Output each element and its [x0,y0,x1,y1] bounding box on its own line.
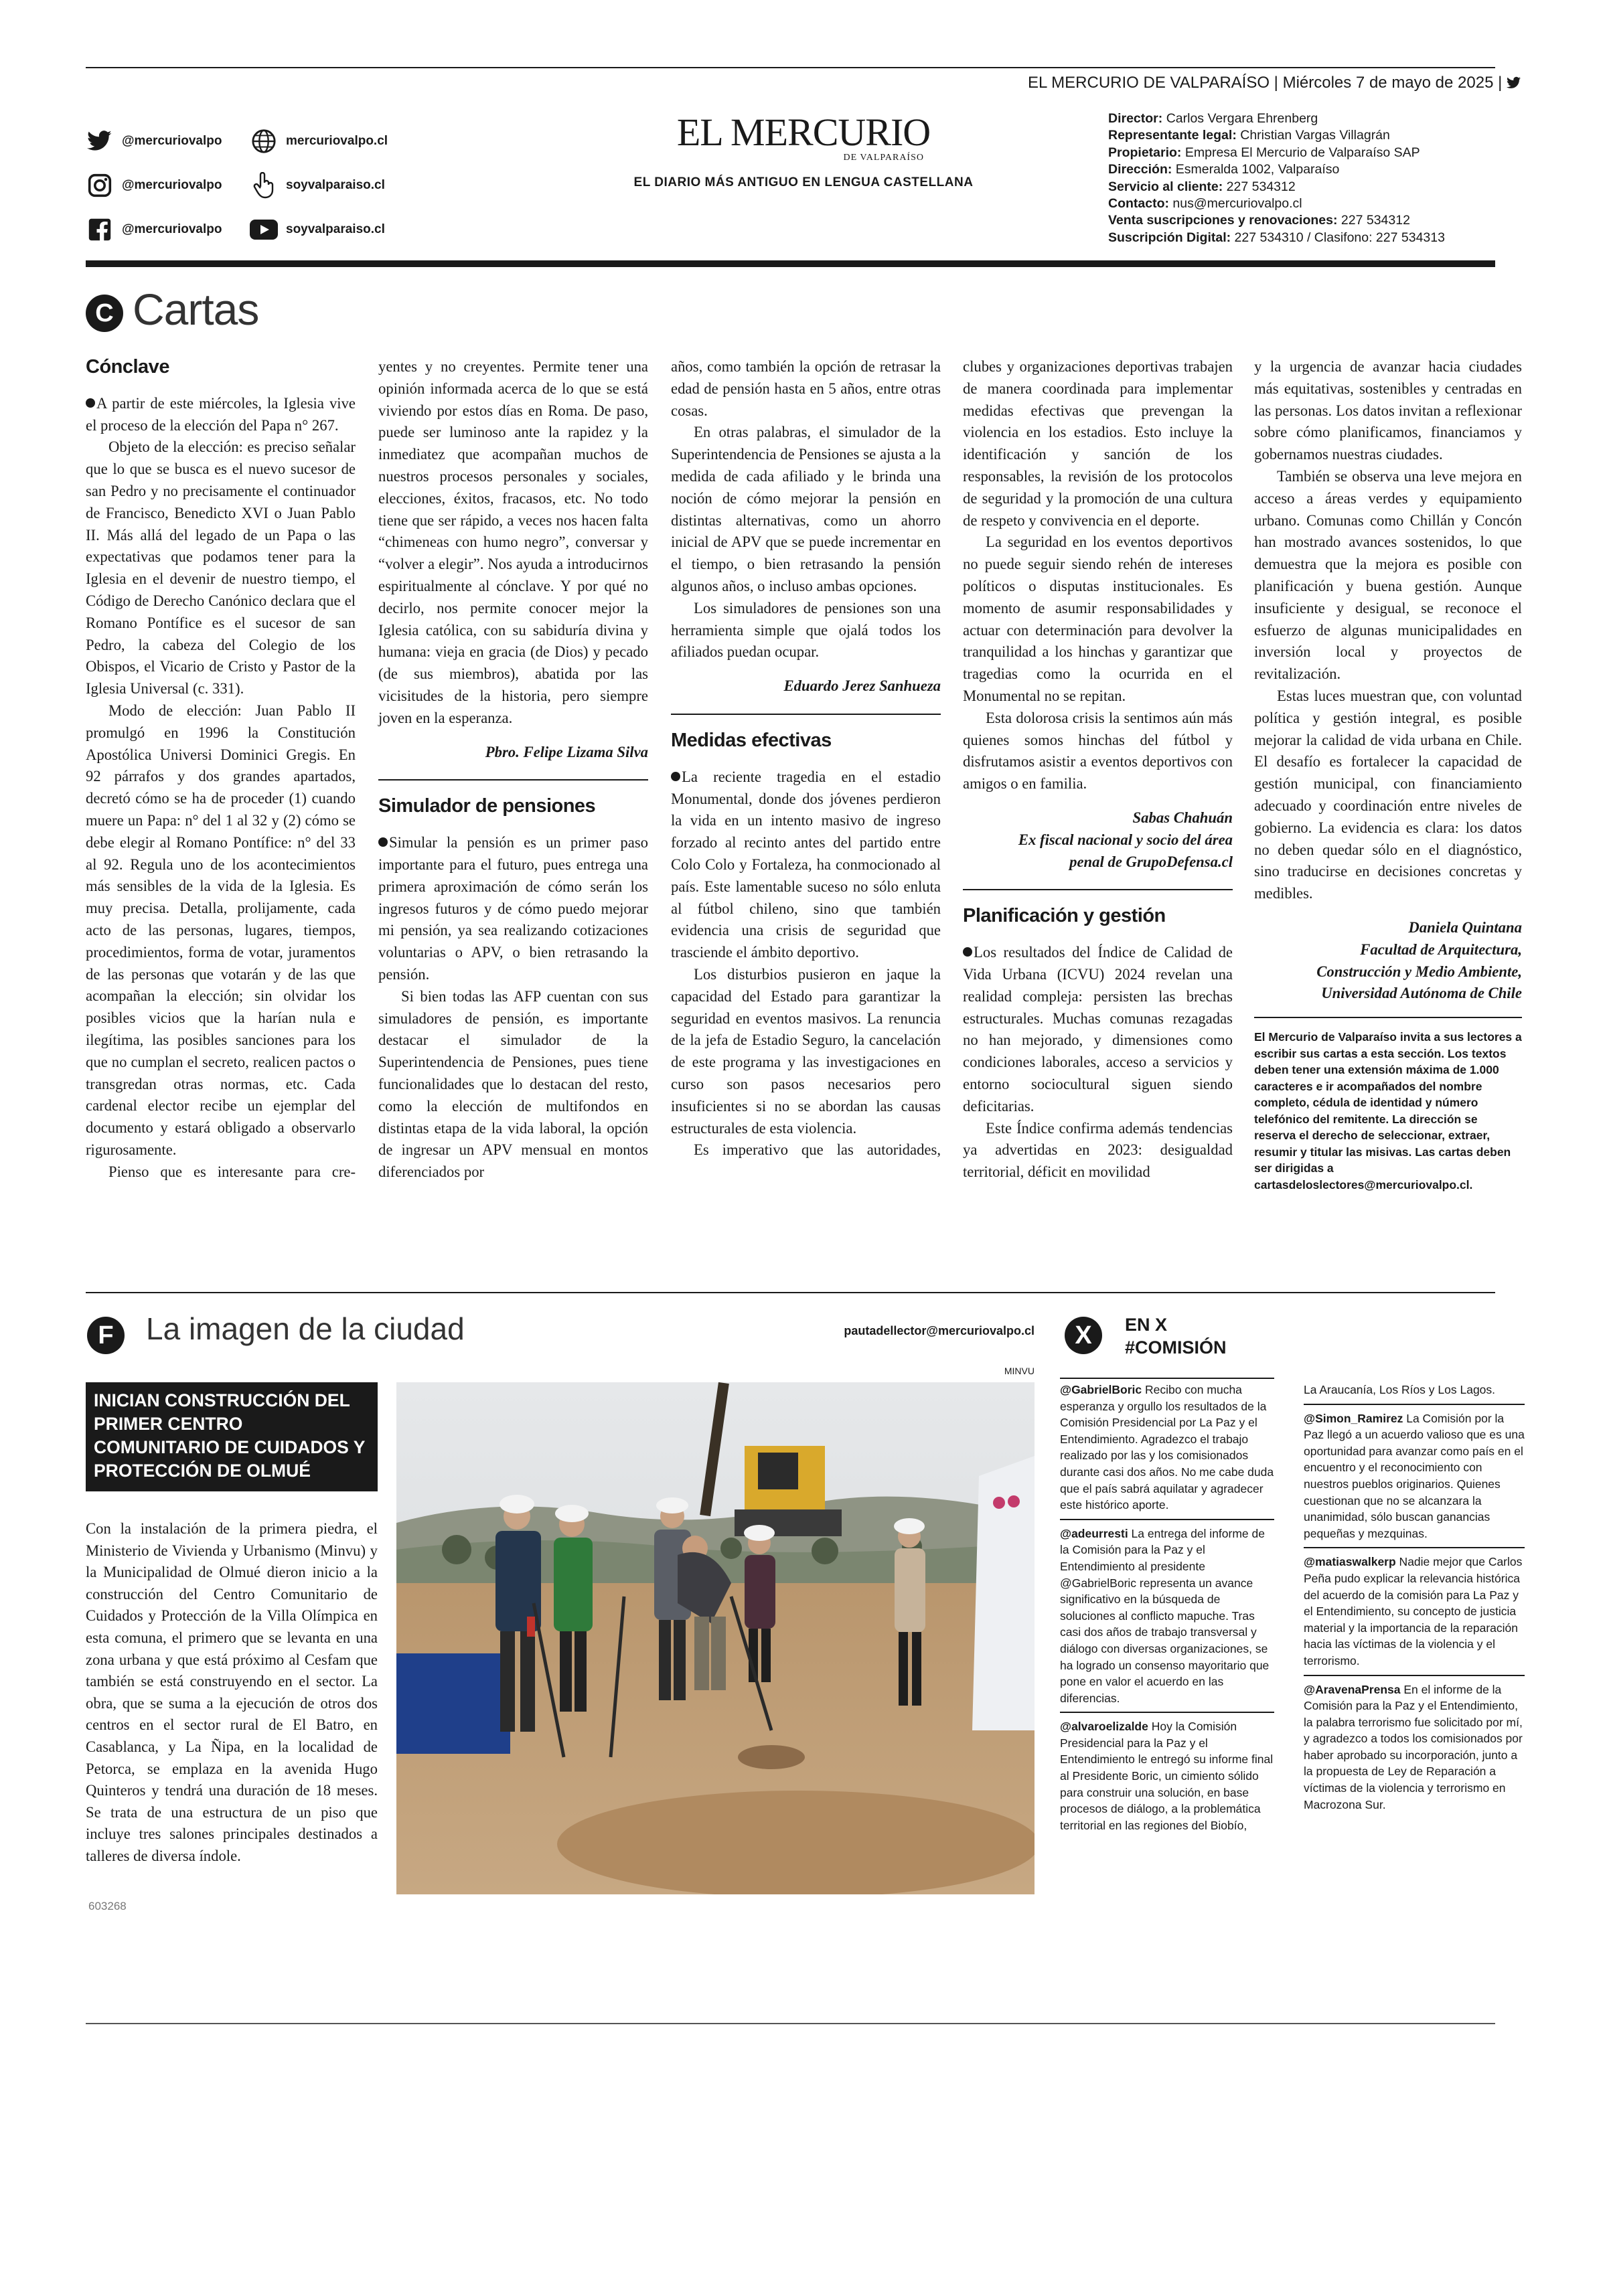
imagen-title: La imagen de la ciudad [146,1311,465,1346]
letter-paragraph: Objeto de la elección: es preciso señalar que lo que se busca es el nuevo sucesor de san Pedro y no precisamente el continuador de Francisco, Benedicto XVI o Juan Pablo II. Más allá del legado de un Papa o las expectativas que podamos tener para la Iglesia en el devenir de nuestro tiempo, el Código de Derecho Canónico declara que el Romano Pontífice es el sucesor de san Pedro, la cabeza del Colegio de los Obispos, el Vicario de Cristo y Pastor de la Iglesia Universal (c. 331). [86,438,356,698]
masthead-tagline: EL DIARIO MÁS ANTIGUO EN LENGUA CASTELLANA [633,175,974,189]
bullet-icon [671,772,680,781]
staff-label: Contacto: [1108,196,1169,212]
bullet-icon [378,837,388,847]
tweet-divider [1304,1675,1525,1676]
tweet [1060,1718,1274,1833]
letter-signature: Sabas Chahuán [1132,809,1233,826]
dateline-text: EL MERCURIO DE VALPARAÍSO | Miércoles 7 de mayo de 2025 | [1028,74,1503,92]
tweet-handle-link[interactable]: @matiaswalkerp [1304,1555,1396,1569]
letter-divider [963,889,1233,890]
staff-label: Representante legal: [1108,128,1237,143]
tweet-text: En el informe de la Comisión para la Paz y el Entendimiento, la palabra terrorismo fue solicitado por mí, y agradezco a todos los comisionados por haber aprobado su incorporación, junto a la propuesta de Ley de Reparación a víctimas de la violencia y terrorismo en Macrozona Sur. [1304,1682,1523,1811]
bullet-icon [86,398,95,408]
staff-label: Dirección: [1108,162,1172,177]
cartas-badge: C [86,295,123,332]
letter-column-5 [1254,356,1522,1193]
tweet-text: Nadie mejor que Carlos Peña pudo explicar la relevancia histórica del acuerdo de la comisión para La Paz y el Entendimiento, su concepto de justicia material y la importancia de la reparación hacia las víctimas de la violencia y el terrorismo. [1304,1555,1523,1667]
letter-divider [378,779,648,781]
letter-paragraph: La seguridad en los eventos deportivos no puede seguir siendo rehén de intereses políticos o disputas institucionales. Es momento de asumir responsabilidades y actuar con determinación para devolver la tranquilidad a los hinchas y garantizar que tragedias como la ocurrida en el Monumental no se repitan. [963,534,1233,704]
social-twitter[interactable]: @mercuriovalpo [86,127,260,155]
social-instagram[interactable]: @mercuriovalpo [86,171,260,199]
staff-value: nus@mercuriovalpo.cl [1172,196,1302,212]
letter-column-4 [963,356,1233,1183]
staff-value: Christian Vargas Villagrán [1240,128,1390,143]
tweet-text: La entrega del informe de la Comisión para la Paz y el Entendimiento al presidente @GabrielBoric representa un avance significativo en la búsqueda de soluciones al conflicto mapuche. Tras casi dos años de trabajo transversal y diálogo con diversas organizaciones, se ha logrado un consenso mayoritario que pone en valor el acuerdo en las diferencias. [1060,1526,1270,1705]
staff-row [1108,110,1503,127]
facebook-icon [86,216,114,244]
letter-paragraph: Este Índice confirma además tendencias ya advertidas en 2023: desigualdad territorial, déficit en movilidad [963,1119,1233,1181]
imagen-photo [396,1382,1035,1894]
tweet-text: Recibo con mucha esperanza y orgullo los resultados de la Comisión Presidencial por La Paz y el Entendimiento. Agradezco el trabajo realizado por las y los comisionados durante casi dos años. No me cabe duda que el país sabrá aquilatar y agradecer este histórico aporte. [1060,1383,1274,1512]
tweet-divider [1304,1404,1525,1405]
staff-value: Esmeralda 1002, Valparaíso [1175,162,1340,177]
staff-label: Propietario: [1108,145,1182,160]
tweet-handle-link[interactable]: @alvaroelizalde [1060,1720,1148,1734]
letter-paragraph: yentes y no creyentes. Permite tener una opinión informada acerca de lo que se está viviendo por estos días en Roma. De paso, puede ser luminoso ante la rapidez y la inmediatez que acompañan muchos de nuestros procesos personales y sociales, elecciones, éxitos, fracasos, etc. No todo tiene que ser rápido, a veces nos hacen falta “chimeneas con humo negro”, conversar y “volver a elegir”. Nos ayuda a introducirnos espiritualmente al cónclave. Y por qué no decirlo, nos permite conocer mejor la Iglesia católica, con su sabiduría divina y humana: vieja en gracia (de Dios) y pecado (de sus miembros), abatida por las vicisitudes de la historia, pero siempre joven en la esperanza. [378,358,648,726]
letter-paragraph: Los disturbios pusieron en jaque la capacidad del Estado para garantizar la seguridad en eventos masivos. La renuncia de la jefa de Estadio Seguro, la cancelación de este programa y las investigaciones en curso son pasos necesarios pero insuficientes si no se abordan las causas estructurales de esta violencia. [671,965,941,1137]
letter-heading-simulador: Simulador de pensiones [378,795,596,817]
youtube-icon [250,216,278,244]
staff-value: 227 534310 / Clasifono: 227 534313 [1234,230,1445,245]
letter-column-1 [86,356,356,1183]
instagram-icon [86,171,114,199]
letter-paragraph: La reciente tragedia en el estadio Monumental, donde dos jóvenes perdieron la vida en un intento masivo de ingreso forzado al recinto antes del partido entre Colo Colo y Fortaleza, ha conmocionado al país. Este lamentable suceso no sólo enluta al fútbol chileno, sino que también evidencia una crisis de seguridad que trasciende el ámbito deportivo. [671,768,941,961]
staff-box [1108,110,1503,246]
letter-paragraph: A partir de este miércoles, la Iglesia vive el proceso de la elección del Papa n° 267. [86,394,356,434]
letter-paragraph: En otras palabras, el simulador de la Superintendencia de Pensiones se ajusta a la medida de cada afiliado y le brinda una noción de cómo mejorar la pensión en distintas alternativas, como un ahorro inicial de APV que se puede incrementar en el tiempo, o bien retrasando la pensión algunos años, o incluso ambas opciones. [671,424,941,594]
letter-paragraph: Pienso que es interesante para cre- [108,1163,356,1180]
staff-value: Carlos Vergara Ehrenberg [1166,111,1318,126]
enx-title-line1: EN X [1125,1315,1168,1335]
twitter-icon [86,127,114,155]
bullet-icon [963,947,972,957]
masthead-sub: DE VALPARAÍSO [843,153,924,163]
staff-row [1108,230,1503,246]
tweet-continuation: La Araucanía, Los Ríos y Los Lagos. [1304,1383,1496,1396]
letter-heading-conclave: Cónclave [86,356,169,378]
tweet-divider [1060,1519,1274,1520]
letter-heading-medidas: Medidas efectivas [671,729,832,751]
letter-signature-affiliation: Facultad de Arquitectura, Construcción y Medio Ambiente, Universidad Autónoma de Chile [1316,940,1522,1002]
letter-paragraph: También se observa una leve mejora en acceso a áreas verdes y equipamiento urbano. Comunas como Chillán y Concón han mostrado avances sostenidos, lo que demuestra que la mejora es posible con planificación y buena gestión. Aunque insuficiente y desigual, se reconoce el esfuerzo de algunas municipalidades en inversión local y proyectos de revitalización. [1254,467,1522,683]
social-web[interactable]: mercuriovalpo.cl [250,127,451,155]
tweets-column-2 [1304,1382,1525,1813]
tweet-text: Hoy la Comisión Presidencial para la Paz y el Entendimiento le entregó su informe final al Presidente Boric, un cimiento sólido para construir una solución, en base procesos de diálogo, a la problemática territorial en las regiones del Biobío, [1060,1720,1274,1832]
tweet [1304,1410,1525,1542]
staff-row [1108,179,1503,195]
tweet-handle-link[interactable]: @GabrielBoric [1060,1383,1142,1396]
staff-row [1108,195,1503,212]
globe-icon [250,127,278,155]
header-thick-rule [86,260,1495,267]
social-soy[interactable]: soyvalparaiso.cl [250,171,451,199]
photo-credit: MINVU [1004,1366,1035,1376]
letter-column-3 [671,356,941,1161]
section-divider [86,1292,1495,1293]
imagen-body [86,1518,378,1868]
letter-divider [671,714,941,715]
letter-heading-planificacion: Planificación y gestión [963,905,1166,927]
imagen-badge: F [87,1317,125,1354]
letters-invitation: El Mercurio de Valparaíso invita a sus lectores a escribir sus cartas a esta sección. Los textos deben tener una extensión máxima de 1.000 caracteres e ir acompañados del nombre completo, cédula de identidad y número telefónico del remitente. La dirección se reserva el derecho de seleccionar, extraer, resumir y titular las misivas. Las cartas deben ser dirigidas a cartasdeloslectores@mercuriovalpo.cl. [1254,1030,1522,1192]
dateline [718,74,1521,94]
enx-title-hashtag: #COMISIÓN [1125,1337,1227,1358]
letter-paragraph: Estas luces muestran que, con voluntad política y gestión integral, es posible mejorar la calidad de vida urbana en Chile. El desafío es fortalecer la capacidad de gestión municipal, con financiamiento adecuado y coordinación entre niveles de gobierno. La evidencia es clara: los datos no deben quedar sólo en el diagnóstico, sino traducirse en decisiones concretas y medibles. [1254,687,1522,902]
letter-column-2 [378,356,648,1183]
staff-value: 227 534312 [1341,213,1410,228]
tweet-handle-link[interactable]: @AravenaPrensa [1304,1682,1401,1696]
imagen-code: 603268 [88,1900,127,1912]
letter-paragraph: Modo de elección: Juan Pablo II promulgó en 1996 la Constitución Apostólica Universi Dominici Gregis. En 92 párrafos y dos grandes apartados, decretó cómo se ha de proceder (1) cuando muere un Papa: n° del 1 al 32 y (2) cómo se debe elegir al Romano Pontífice: n° del 33 al 92. Regula uno de los acontecimientos más sensibles de la vida de la Iglesia. Es muy precisa. Detalla, prolijamente, cada acto de las personas, lugares, tiempos, procedimientos, forma de votar, juramentos de las personas que votarán y de las que acompañan la elección; sin olvidar los posibles vicios que la harían nula e ilegítima, las posibles sanciones para los que no cumplan el secreto, realicen pactos o transgredan otras normas, etc. Cada cardenal elector recibe un ejemplar del documento y estará obligado a observarlo rigurosamente. [86,702,356,1158]
letter-signature: Eduardo Jerez Sanhueza [783,677,941,695]
imagen-headline: INICIAN CONSTRUCCIÓN DEL PRIMER CENTRO COMUNITARIO DE CUIDADOS Y PROTECCIÓN DE OLMUÉ [94,1390,365,1481]
masthead-logo: EL MERCURIO [676,110,931,154]
letter-paragraph: Los resultados del Índice de Calidad de Vida Urbana (ICVU) 2024 revelan una realidad compleja: persisten las brechas estructurales. Muchas comunas rezagadas no han mejorado, y dimensiones como condiciones laborales, acceso a servicios y entorno sociocultural siguen siendo deficitarias. [963,944,1233,1115]
tweet-divider [1060,1712,1274,1713]
imagen-headline-box [86,1382,378,1491]
staff-value: 227 534312 [1226,179,1296,194]
tweet [1060,1382,1274,1513]
letter-divider [1254,1017,1522,1018]
letter-paragraph: clubes y organizaciones deportivas trabajen de manera coordinada para implementar medidas efectivas que prevengan la violencia en los estadios. Esto incluye la identificación y sanción de los responsables, la revisión de los protocolos de seguridad y la promoción de una cultura de respeto y convivencia en el deporte. [963,358,1233,529]
bottom-rule [86,2023,1495,2024]
staff-label: Suscripción Digital: [1108,230,1231,245]
letter-signature: Daniela Quintana [1408,918,1522,936]
tweet-handle-link[interactable]: @adeurresti [1060,1526,1128,1540]
staff-row [1108,161,1503,178]
tweets-top-rule [1060,1378,1274,1379]
letter-paragraph: años, como también la opción de retrasar la edad de pensión hasta en 5 años, entre otras cosas. [671,358,941,419]
photo-construction-ceremony [396,1382,1035,1894]
letter-paragraph: Los simuladores de pensiones son una herramienta simple que ojalá todos los afiliados puedan ocupar. [671,599,941,661]
staff-row [1108,145,1503,161]
cartas-title: Cartas [133,284,259,334]
social-facebook[interactable]: @mercuriovalpo [86,216,260,244]
staff-label: Venta suscripciones y renovaciones: [1108,213,1338,228]
letter-paragraph: Si bien todas las AFP cuentan con sus simuladores de pensión, es importante destacar el simulador de la Superintendencia de Pensiones, pues tiene funcionalidades que lo destacan del resto, como la elección de multifondos en distintas etapa de la vida laboral, la opción de ingresar un APV mensual en montos diferenciados por [378,987,648,1181]
tweet [1060,1526,1274,1707]
tweet-text: La Comisión por la Paz llegó a un acuerdo valioso que es una oportunidad para avanzar como país en el encuentro y el reconocimiento con nuestros pueblos originarios. Quienes cuestionan que no se alcanzara la unanimidad, sólo buscan ganancias pequeñas y mezquinas. [1304,1411,1525,1540]
twitter-icon [1507,76,1521,94]
hand-pointer-icon [250,171,278,199]
x-badge: X [1065,1317,1102,1354]
tweet [1304,1682,1525,1813]
staff-label: Servicio al cliente: [1108,179,1223,194]
letter-paragraph: y la urgencia de avanzar hacia ciudades más equitativas, sostenibles y centradas en las personas. Los datos invitan a reflexionar sobre cómo planificamos, financiamos y gobernamos nuestras ciudades. [1254,358,1522,463]
enx-title [1125,1313,1227,1359]
letter-paragraph: Esta dolorosa crisis la sentimos aún más quienes somos hinchas del fútbol y disfrutamos asistir a eventos deportivos con amigos o en familia. [963,709,1233,793]
letter-signature-affiliation: Ex fiscal nacional y socio del área penal de GrupoDefensa.cl [1018,831,1233,870]
tweet-divider [1304,1547,1525,1548]
social-youtube[interactable]: soyvalparaiso.cl [250,216,451,244]
top-rule [86,67,1495,68]
staff-label: Director: [1108,111,1163,126]
letter-paragraph: Simular la pensión es un primer paso importante para el futuro, pues entrega una primera aproximación de cómo serán los ingresos futuros y de cómo puedo mejorar mi pensión, ya sea realizando cotizaciones voluntarias o APV, o bien retrasando la pensión. [378,834,648,983]
letter-signature: Pbro. Felipe Lizama Silva [485,743,648,760]
tweet-handle-link[interactable]: @Simon_Ramirez [1304,1411,1403,1425]
tweets-column-1 [1060,1382,1274,1833]
imagen-email-link[interactable]: pautadellector@mercuriovalpo.cl [844,1324,1035,1337]
tweet [1304,1554,1525,1669]
imagen-body-text: Con la instalación de la primera piedra, el Ministerio de Vivienda y Urbanismo (Minvu) y la Municipalidad de Olmué dieron inicio a la construcción del Centro Comunitario de Cuidados y Protección de la Villa Olímpica en esta comuna, el primero que se levanta en una zona urbana y que está próximo al Cesfam que también se está construyendo en el sector. La obra, que se suma a la ejecución de otros dos centros en el sector rural de El Batro, en Casablanca, y La Ñipa, en la localidad de Petorca, se emplaza en la avenida Hugo Quinteros y tendrá una duración de 18 meses. Se trata de una estructura de un piso que incluye tres salones principales destinados a talleres de diversa índole. [86,1520,378,1864]
staff-row [1108,127,1503,144]
letter-paragraph: Es imperativo que las autoridades, [694,1141,941,1159]
staff-row [1108,212,1503,229]
staff-value: Empresa El Mercurio de Valparaíso SAP [1184,145,1420,160]
